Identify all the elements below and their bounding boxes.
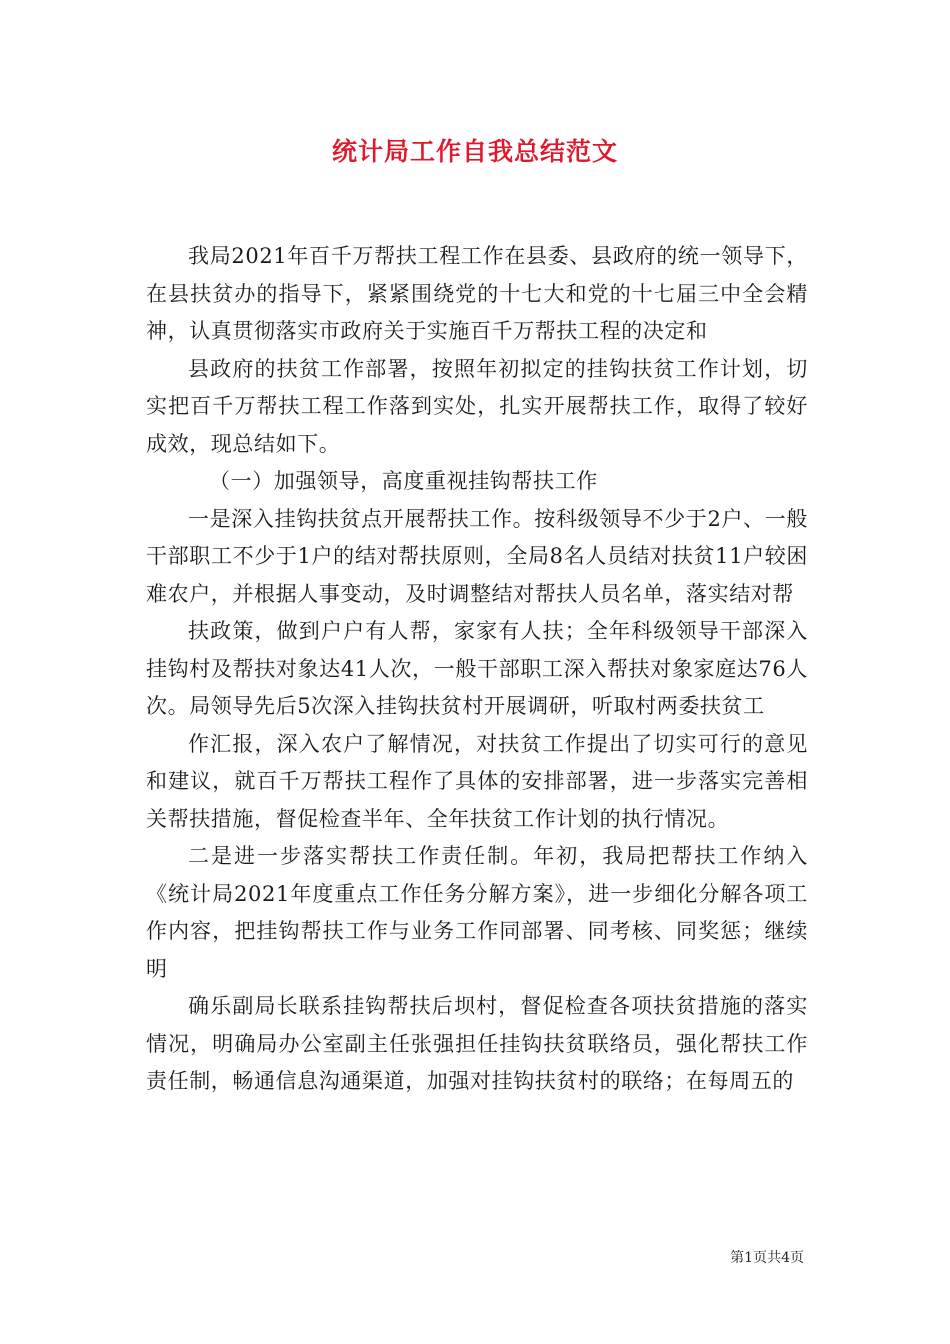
- paragraph-4: 扶政策，做到户户有人帮，家家有人扶；全年科级领导干部深入挂钩村及帮扶对象达41人次，一般干部职工深入帮扶对象家庭达76人次。局领导先后5次深入挂钩扶贫村开展调研，听取村两委扶贫工: [146, 619, 808, 718]
- paragraph-2: 县政府的扶贫工作部署，按照年初拟定的挂钩扶贫工作计划，切实把百千万帮扶工程工作落到实处，扎实开展帮扶工作，取得了较好成效，现总结如下。: [146, 356, 808, 456]
- paragraph-7: 确乐副局长联系挂钩帮扶后坝村，督促检查各项扶贫措施的落实情况，明确局办公室副主任张强担任挂钩扶贫联络员，强化帮扶工作责任制，畅通信息沟通渠道，加强对挂钩扶贫村的联络；在每周五的: [146, 994, 808, 1093]
- paragraph-1: 我局2021年百千万帮扶工程工作在县委、县政府的统一领导下，在县扶贫办的指导下，紧紧围绕党的十七大和党的十七届三中全会精神，认真贯彻落实市政府关于实施百千万帮扶工程的决定和: [146, 244, 808, 343]
- document-body: [146, 238, 808, 1101]
- document-title: 统计局工作自我总结范文: [331, 137, 618, 166]
- paragraph-6: 二是进一步落实帮扶工作责任制。年初，我局把帮扶工作纳入《统计局2021年度重点工作任务分解方案》，进一步细化分解各项工作内容，把挂钩帮扶工作与业务工作同部署、同考核、同奖惩；继续明: [146, 844, 808, 981]
- section-heading: （一）加强领导，高度重视挂钩帮扶工作: [209, 469, 598, 493]
- paragraph-3: 一是深入挂钩扶贫点开展帮扶工作。按科级领导不少于2户、一般干部职工不少于1户的结对帮扶原则，全局8名人员结对扶贫11户较困难农户，并根据人事变动，及时调整结对帮扶人员名单，落实结对帮: [146, 506, 808, 606]
- page-number: 第1页共4页: [730, 1250, 804, 1266]
- paragraph-5: 作汇报，深入农户了解情况，对扶贫工作提出了切实可行的意见和建议，就百千万帮扶工程作了具体的安排部署，进一步落实完善相关帮扶措施，督促检查半年、全年扶贫工作计划的执行情况。: [146, 731, 808, 831]
